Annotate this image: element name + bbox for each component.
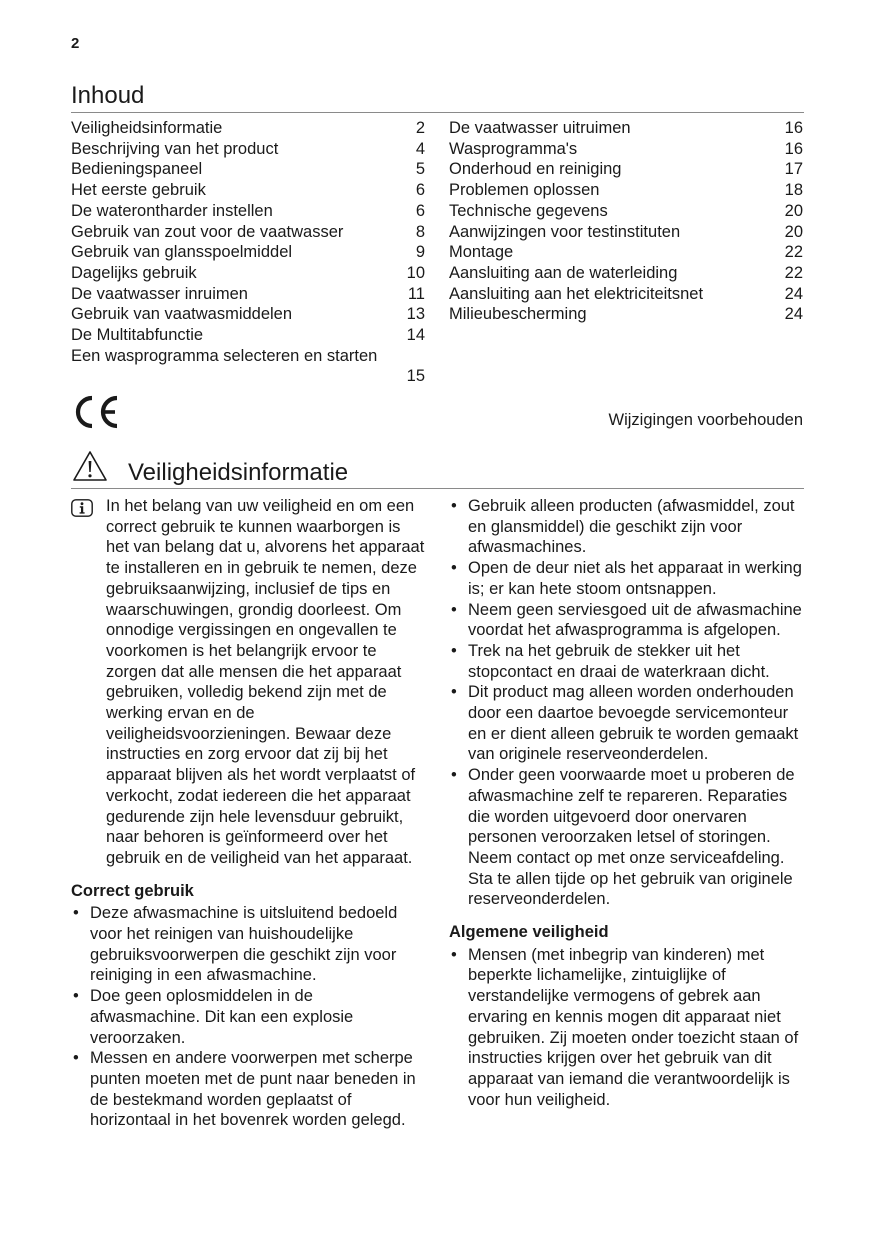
toc-entry-label: De vaatwasser inruimen	[71, 284, 248, 303]
toc-entry[interactable]	[71, 201, 425, 222]
toc-entry-label: Gebruik van glansspoelmiddel	[71, 243, 293, 262]
toc-entry[interactable]	[449, 263, 803, 284]
toc-entry-label: Aansluiting aan de waterleiding	[449, 263, 678, 282]
toc-entry[interactable]	[449, 222, 803, 243]
changes-reserved-note: Wijzigingen voorbehouden	[608, 411, 803, 429]
toc-entry[interactable]	[71, 263, 425, 284]
toc-entry-label: Dagelijks gebruik	[71, 263, 197, 282]
toc-entry[interactable]	[71, 159, 425, 180]
list-item: • Onder geen voorwaarde moet u proberen de afwasmachine zelf te repareren. Reparaties die worden uitgevoerd door onervaren personen veroorzaken letsel of storingen. Neem contact op met onze serviceafdeling. Sta te allen tijde op het gebruik van originele reserveonderdelen.	[449, 765, 803, 910]
toc-entry-page: 22	[784, 263, 803, 282]
toc-entry-page: 18	[784, 181, 803, 200]
toc-entry[interactable]	[71, 284, 425, 305]
toc-entry-page: 13	[406, 305, 425, 324]
toc-entry-label: Gebruik van zout voor de vaatwasser	[71, 222, 344, 241]
toc-entry[interactable]	[71, 242, 425, 263]
toc-entry-page: 15	[406, 367, 425, 386]
toc-entry[interactable]	[449, 159, 803, 180]
toc-entry-page: 10	[406, 263, 425, 282]
toc-entry[interactable]	[71, 118, 425, 139]
safety-right-column	[449, 496, 803, 1110]
toc-entry-page: 20	[784, 201, 803, 220]
list-item: • Gebruik alleen producten (afwasmiddel, zout en glansmiddel) die geschikt zijn voor afwasmachines.	[449, 496, 803, 558]
toc-entry[interactable]	[71, 222, 425, 243]
warning-triangle-icon	[72, 450, 108, 482]
toc-entry-page: 14	[406, 326, 425, 345]
toc-left-column	[71, 118, 425, 387]
toc-entry[interactable]	[449, 201, 803, 222]
list-item: • Doe geen oplosmiddelen in de afwasmachine. Dit kan een explosie veroorzaken.	[71, 986, 425, 1048]
toc-entry[interactable]	[71, 139, 425, 160]
toc-entry-label: Problemen oplossen	[449, 181, 600, 200]
list-item: • Messen en andere voorwerpen met scherpe punten moeten met de punt naar beneden in de bestekmand worden geplaatst of horizontaal in het bovenrek worden gelegd.	[71, 1048, 425, 1131]
toc-entry-page: 9	[415, 243, 425, 262]
page-number: 2	[71, 35, 80, 52]
list-item: • Mensen (met inbegrip van kinderen) met beperkte lichamelijke, zintuiglijke of verstandelijke vermogens of gebrek aan ervaring en kennis mogen dit apparaat niet gebruiken. Zij moeten onder toezicht staan of instructies krijgen over het gebruik van dit apparaat van iemand die verantwoordelijk is voor hun veiligheid.	[449, 945, 803, 1111]
toc-entry[interactable]	[71, 325, 425, 346]
toc-entry-label: Aansluiting aan het elektriciteitsnet	[449, 284, 704, 303]
toc-entry-label: Het eerste gebruik	[71, 181, 206, 200]
toc-entry[interactable]	[449, 118, 803, 139]
toc-entry-page: 16	[784, 119, 803, 137]
toc-entry-page: 24	[784, 305, 803, 324]
toc-entry-page: 11	[407, 284, 425, 303]
toc-entry-label: Een wasprogramma selecteren en starten	[71, 346, 378, 365]
list-item: • Open de deur niet als het apparaat in werking is; er kan hete stoom ontsnappen.	[449, 558, 803, 599]
toc-entry[interactable]	[449, 180, 803, 201]
toc-right-column	[449, 118, 803, 325]
toc-entry-page: 2	[415, 119, 425, 137]
toc-entry-label: Beschrijving van het product	[71, 139, 279, 158]
toc-entry[interactable]	[449, 304, 803, 325]
list-item: • Trek na het gebruik de stekker uit het stopcontact en draai de waterkraan dicht.	[449, 641, 803, 682]
safety-intro-text: In het belang van uw veiligheid en om een correct gebruik te kunnen waarborgen is het van belang dat u, alvorens het apparaat te installeren en in gebruik te nemen, deze gebruiksaanwijzing, inclusief de tips en waarschuwingen, grondig doorleest. Om onnodige vergissingen en ongevallen te voorkomen is het belangrijk ervoor te zorgen dat alle mensen die het apparaat gebruiken, volledig bekend zijn met de werking ervan en de veiligheidsvoorzieningen. Bewaar deze instructies en zorg ervoor dat zij bij het apparaat blijven als het wordt verplaatst of verkocht, zodat iedereen die het apparaat gedurende zijn hele levensduur gebruikt, naar behoren is geïnformeerd over het gebruik en de veiligheid van het apparaat.	[106, 497, 425, 867]
toc-entry-label: De waterontharder instellen	[71, 201, 273, 220]
toc-entry-label: Wasprogramma's	[449, 139, 578, 158]
toc-entry-label: Veiligheidsinformatie	[71, 119, 223, 137]
toc-entry-page: 6	[415, 201, 425, 220]
general-safety-list	[449, 945, 803, 1111]
toc-entry-page: 6	[415, 181, 425, 200]
toc-entry-label: Montage	[449, 243, 514, 262]
toc-entry-page: 8	[415, 222, 425, 241]
toc-entry-page: 22	[784, 243, 803, 262]
list-item: • Dit product mag alleen worden onderhouden door een daartoe bevoegde servicemonteur en er dient alleen gebruik te worden gemaakt van originele reserveonderdelen.	[449, 682, 803, 765]
toc-entry-page: 17	[784, 160, 803, 179]
correct-use-list-continued	[449, 496, 803, 910]
general-safety-heading: Algemene veiligheid	[449, 923, 609, 942]
toc-entry-label: Onderhoud en reiniging	[449, 160, 622, 179]
safety-divider	[71, 488, 804, 489]
toc-entry-label: Milieubescherming	[449, 305, 587, 324]
toc-entry-label: Gebruik van vaatwasmiddelen	[71, 305, 293, 324]
toc-entry[interactable]	[71, 180, 425, 201]
safety-left-column	[71, 496, 425, 1131]
toc-entry-label: Aanwijzingen voor testinstituten	[449, 222, 681, 241]
toc-entry-label: Technische gegevens	[449, 201, 608, 220]
list-item: • Neem geen serviesgoed uit de afwasmachine voordat het afwasprogramma is afgelopen.	[449, 600, 803, 641]
toc-entry[interactable]	[71, 304, 425, 325]
toc-entry-label: Bedieningspaneel	[71, 160, 203, 179]
toc-entry[interactable]	[449, 139, 803, 160]
list-item: • Deze afwasmachine is uitsluitend bedoeld voor het reinigen van huishoudelijke gebruiksvoorwerpen die geschikt zijn voor reiniging in een afwasmachine.	[71, 903, 425, 986]
toc-entry[interactable]	[449, 242, 803, 263]
safety-section-title: Veiligheidsinformatie	[128, 459, 349, 486]
info-icon	[71, 499, 93, 517]
toc-entry-page: 5	[415, 160, 425, 179]
toc-entry-page: 16	[784, 139, 803, 158]
toc-divider	[71, 112, 804, 113]
toc-title: Inhoud	[71, 82, 145, 109]
toc-entry-label: De Multitabfunctie	[71, 326, 204, 345]
correct-use-list	[71, 903, 425, 1131]
toc-entry-page: 24	[784, 284, 803, 303]
info-note	[71, 496, 425, 869]
toc-entry[interactable]	[71, 346, 425, 387]
ce-mark-icon	[70, 395, 120, 429]
toc-entry-page: 4	[415, 139, 425, 158]
correct-use-heading: Correct gebruik	[71, 881, 194, 900]
toc-entry-page: 20	[784, 222, 803, 241]
toc-entry[interactable]	[449, 284, 803, 305]
toc-entry-label: De vaatwasser uitruimen	[449, 119, 631, 137]
